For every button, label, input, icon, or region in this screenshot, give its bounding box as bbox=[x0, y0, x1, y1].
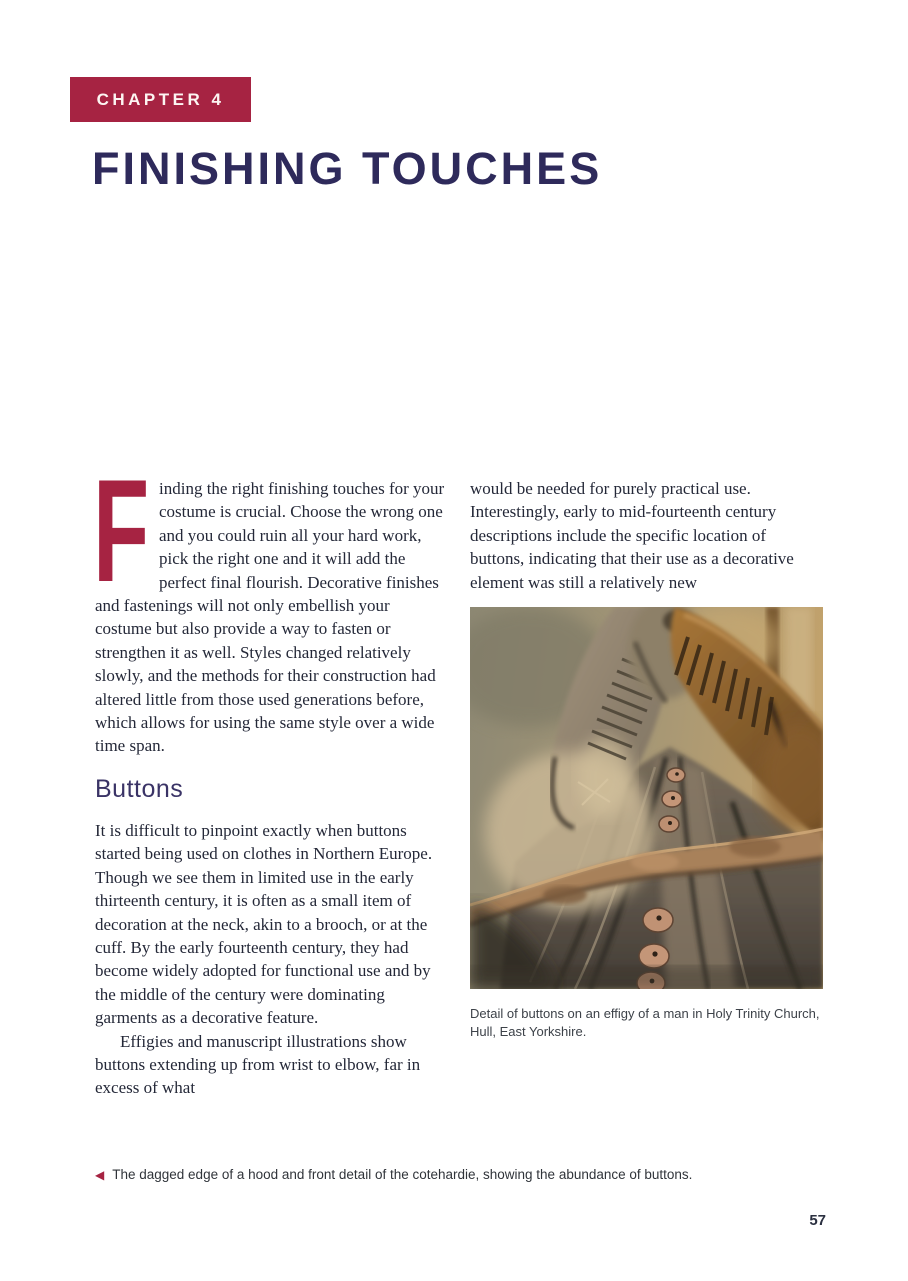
left-triangle-icon: ◀ bbox=[95, 1167, 105, 1182]
page-number: 57 bbox=[809, 1212, 826, 1229]
effigy-photo-figure bbox=[470, 607, 824, 1040]
footer-caption bbox=[95, 1167, 692, 1182]
paragraph-1-text: inding the right finishing touches for your costume is crucial. Choose the wrong one and you could ruin all your hard work, pick the right one and it will add the perfect final flourish. Decorative finishes and fastenings will not only embellish your costume but also provide a way to fasten or strengthen it as well. Styles changed relatively slowly, and the methods for their construction had altered little from those used generations before, which allows for using the same style over a wide time span. bbox=[95, 479, 445, 756]
chapter-title: FINISHING TOUCHES bbox=[92, 143, 603, 194]
footer-caption-text: The dagged edge of a hood and front detail of the cotehardie, showing the abundance of buttons. bbox=[112, 1167, 693, 1182]
paragraph-4: would be needed for purely practical use. Interestingly, early to mid-fourteenth century descriptions include the specific location of buttons, indicating that their use as a decorative element was still a relatively new bbox=[470, 479, 794, 592]
dropcap bbox=[93, 449, 159, 612]
paragraph-2: It is difficult to pinpoint exactly when buttons started being used on clothes in Northern Europe. Though we see them in limited use in the early thirteenth century, it is often as a small item of decoration at the neck, akin to a brooch, or at the cuff. By the early fourteenth century, they had become widely adopted for functional use and by the middle of the century were dominating garments as a decorative feature. bbox=[95, 820, 433, 1028]
left-column bbox=[93, 449, 447, 1100]
paragraph-3: Effigies and manuscript illustrations show buttons extending up from wrist to elbow, far in excess of what bbox=[95, 1031, 421, 1098]
right-column bbox=[470, 477, 824, 1040]
dropcap-letter: F bbox=[93, 449, 150, 612]
chapter-badge bbox=[70, 77, 251, 122]
paragraph-1 bbox=[93, 449, 447, 758]
chapter-badge-label: CHAPTER 4 bbox=[96, 89, 225, 109]
photo-caption: Detail of buttons on an effigy of a man in Holy Trinity Church, Hull, East Yorkshire. bbox=[470, 1006, 820, 1039]
section-heading-buttons: Buttons bbox=[95, 774, 184, 803]
effigy-photo bbox=[470, 607, 823, 989]
